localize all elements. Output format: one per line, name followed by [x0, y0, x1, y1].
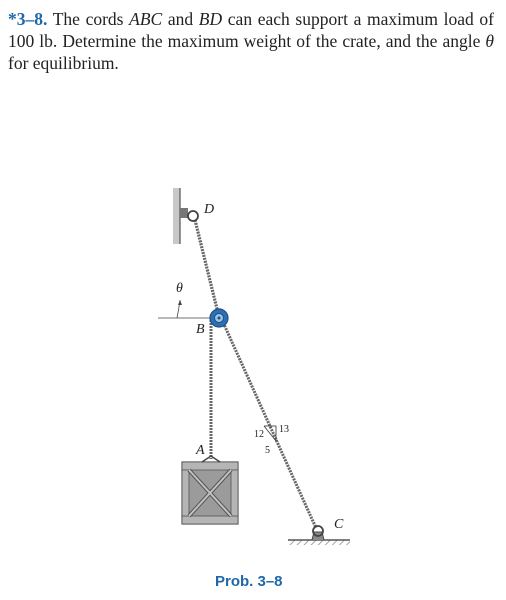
var-theta: θ [485, 31, 494, 51]
crate [182, 456, 238, 524]
anchor-ring-d [188, 211, 198, 221]
var-bd: BD [198, 9, 223, 29]
label-b: B [196, 322, 205, 337]
figure-caption: Prob. 3–8 [215, 573, 283, 590]
label-a: A [196, 443, 205, 458]
problem-text-1: The cords [47, 9, 130, 29]
slope-label-12: 12 [254, 429, 264, 440]
problem-number: *3–8. [8, 9, 48, 29]
label-theta: θ [176, 281, 183, 296]
theta-angle-marker [158, 300, 210, 318]
problem-text-2: and [162, 9, 199, 29]
var-abc: ABC [129, 9, 163, 29]
label-d: D [204, 202, 215, 217]
pulley-b [210, 309, 228, 327]
wall-support-d [173, 188, 188, 244]
problem-text-4: for equilibrium. [8, 53, 119, 73]
slope-label-5: 5 [265, 445, 270, 456]
slope-label-13: 13 [279, 424, 289, 435]
problem-text-3: can each support a maximum load of 100 lb. Determine the maximum weight of the crate, and the angle [8, 9, 494, 51]
cord-bd [195, 220, 219, 317]
label-c: C [334, 517, 344, 532]
